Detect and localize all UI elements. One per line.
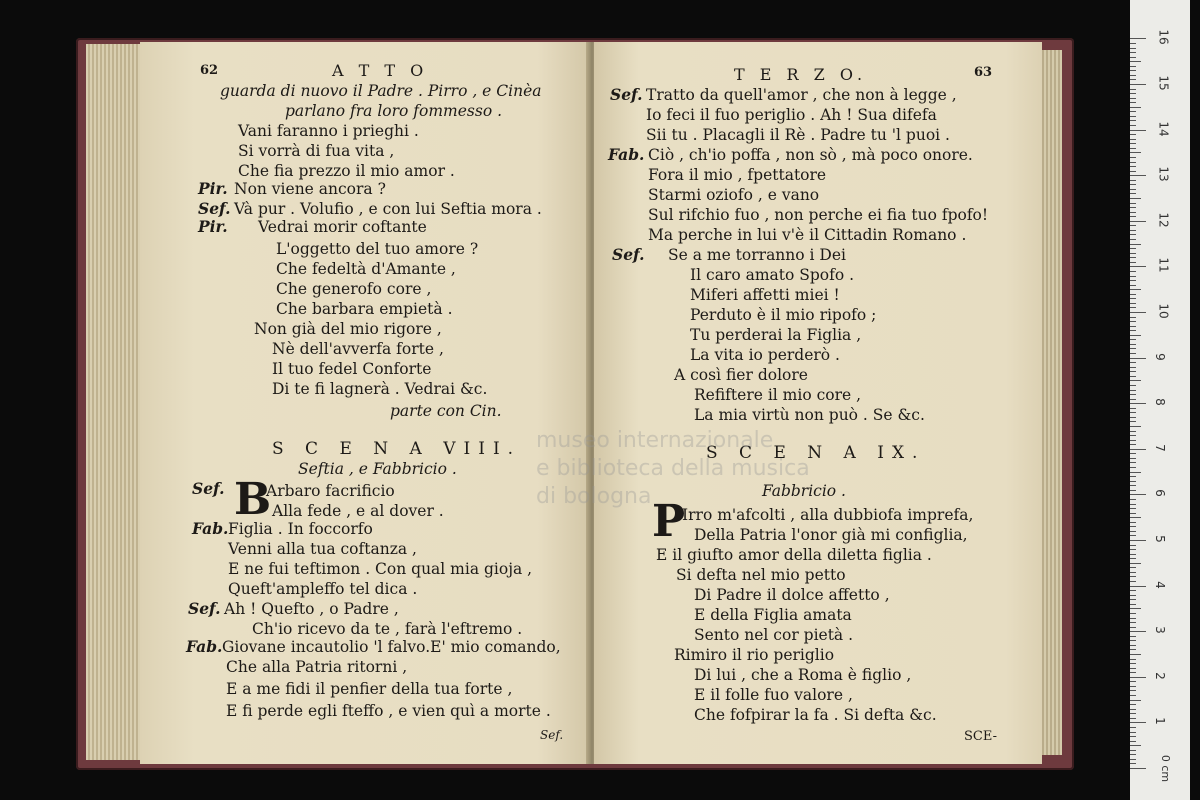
right-page: [594, 42, 1042, 764]
ruler-tick: [1130, 130, 1146, 131]
scene-characters: Seftia , e Fabbricio .: [298, 460, 457, 478]
ruler-tick: [1130, 225, 1136, 226]
stage-direction: guarda di nuovo il Padre . Pirro , e Cinèa: [220, 82, 542, 100]
verse-line: Tratto da quell'amor , che non à legge ,: [646, 86, 957, 104]
ruler-number: 3: [1152, 626, 1167, 635]
ruler-tick: [1130, 139, 1136, 140]
ruler-tick: [1130, 545, 1136, 546]
ruler-tick: [1130, 722, 1146, 723]
ruler-tick: [1130, 531, 1136, 532]
ruler-tick: [1130, 79, 1136, 80]
ruler-number: 5: [1152, 535, 1167, 543]
ruler-tick: [1130, 732, 1136, 733]
ruler-number: 15: [1156, 75, 1171, 91]
speaker-label: Fab.: [186, 637, 223, 656]
verse-line: La vita io perderò .: [690, 346, 840, 364]
verse-line: Che barbara empietà .: [276, 300, 453, 318]
ruler-tick: [1130, 239, 1136, 240]
speaker-label: Pir.: [198, 217, 228, 236]
ruler-tick: [1130, 198, 1141, 199]
ruler-tick: [1130, 713, 1136, 714]
ruler-tick: [1130, 522, 1136, 523]
verse-line: Io feci il fuo periglio . Ah ! Sua difefa: [646, 106, 937, 124]
ruler-tick: [1130, 440, 1136, 441]
ruler-tick: [1130, 727, 1136, 728]
ruler-tick: [1130, 326, 1136, 327]
verse-line: Il tuo fedel Conforte: [272, 360, 432, 378]
verse-line: Miferi affetti miei !: [690, 286, 840, 304]
ruler-tick: [1130, 426, 1141, 427]
ruler-tick: [1130, 586, 1146, 587]
scene-title: S C E N A IX.: [706, 443, 926, 463]
ruler-tick: [1130, 61, 1141, 62]
ruler-tick: [1130, 627, 1136, 628]
verse-line: La mia virtù non può . Se &c.: [694, 406, 925, 424]
ruler-tick: [1130, 412, 1136, 413]
ruler-tick: [1130, 376, 1136, 377]
ruler-number: 4: [1152, 580, 1167, 589]
ruler-tick: [1130, 622, 1136, 623]
ruler-tick: [1130, 70, 1136, 71]
ruler-tick: [1130, 367, 1136, 368]
ruler-tick: [1130, 467, 1136, 468]
ruler-number: 16: [1156, 29, 1171, 46]
ruler-tick: [1130, 741, 1136, 742]
ruler-tick: [1130, 654, 1141, 655]
speaker-label: Sef.: [188, 599, 221, 618]
ruler-tick: [1130, 481, 1136, 482]
ruler-number: 11: [1156, 257, 1171, 274]
ruler-tick: [1130, 171, 1136, 172]
ruler-tick: [1130, 608, 1141, 609]
ruler-tick: [1130, 485, 1136, 486]
ruler-tick: [1130, 143, 1136, 144]
speaker-label: Sef.: [612, 245, 645, 264]
ruler-tick: [1130, 271, 1136, 272]
ruler-tick: [1130, 517, 1141, 518]
ruler-tick: [1130, 362, 1136, 363]
ruler-tick: [1130, 212, 1136, 213]
ruler-tick: [1130, 84, 1146, 85]
verse-line: Tu perderai la Figlia ,: [690, 326, 862, 344]
verse-line: Nè dell'avverfa forte ,: [272, 340, 444, 358]
verse-line: Rimiro il rio periglio: [674, 646, 835, 664]
ruler-tick: [1130, 162, 1136, 163]
scene-characters: Fabbricio .: [762, 482, 846, 500]
ruler-tick: [1130, 48, 1136, 49]
verse-line: E il folle fuo valore ,: [694, 686, 853, 704]
ruler-tick: [1130, 399, 1136, 400]
ruler-tick: [1130, 490, 1136, 491]
ruler-tick: [1130, 504, 1136, 505]
ruler-tick: [1130, 508, 1136, 509]
ruler-tick: [1130, 763, 1136, 764]
verse-line: Alla fede , e al dover .: [272, 502, 444, 520]
ruler-tick: [1130, 681, 1136, 682]
ruler-tick: [1130, 613, 1136, 614]
ruler-tick: [1130, 344, 1136, 345]
speaker-label: Sef.: [610, 85, 643, 104]
verse-line: Il caro amato Spofo .: [690, 266, 855, 284]
ruler-tick: [1130, 449, 1146, 450]
ruler-tick: [1130, 690, 1136, 691]
stage-direction: parlano fra loro fommesso .: [285, 102, 503, 120]
verse-line: Vani faranno i prieghi .: [238, 122, 419, 140]
ruler-tick: [1130, 421, 1136, 422]
verse-line: Non già del mio rigore ,: [254, 320, 442, 338]
verse-line: Non viene ancora ?: [234, 180, 386, 198]
ruler-unit-label: 0 cm: [1159, 754, 1173, 783]
speaker-label: Sef.: [192, 479, 225, 498]
verse-line: Ciò , ch'io poffa , non sò , mà poco onore.: [648, 146, 973, 164]
verse-line: A così fier dolore: [674, 366, 808, 384]
ruler-tick: [1130, 43, 1136, 44]
ruler-number: 10: [1156, 303, 1171, 319]
ruler-tick: [1130, 303, 1136, 304]
ruler-tick: [1130, 339, 1136, 340]
verse-line: Venni alla tua coftanza ,: [228, 540, 417, 558]
verse-line: Sento nel cor pietà .: [694, 626, 854, 644]
verse-line: Di Padre il dolce affetto ,: [694, 586, 890, 604]
ruler-tick: [1130, 704, 1136, 705]
ruler-number: 1: [1152, 717, 1167, 726]
ruler-tick: [1130, 38, 1146, 39]
ruler-tick: [1130, 321, 1136, 322]
ruler-tick: [1130, 312, 1146, 313]
speaker-label: Fab.: [192, 519, 229, 538]
ruler-tick: [1130, 335, 1141, 336]
ruler-tick: [1130, 380, 1141, 381]
ruler-tick: [1130, 700, 1141, 701]
ruler-tick: [1130, 768, 1146, 769]
ruler-tick: [1130, 390, 1136, 391]
drop-cap: P: [652, 496, 686, 547]
ruler-number: 2: [1152, 671, 1167, 680]
ruler-tick: [1130, 431, 1136, 432]
verse-line: Fora il mio , fpettatore: [648, 166, 827, 184]
ruler-tick: [1130, 125, 1136, 126]
verse-line: Irro m'afcolti , alla dubbiofa imprefa,: [682, 506, 974, 524]
verse-line: Starmi oziofo , e vano: [648, 186, 820, 204]
verse-line: Se a me torranno i Dei: [668, 246, 846, 264]
ruler-tick: [1130, 289, 1141, 290]
ruler-tick: [1130, 590, 1136, 591]
verse-line: Và pur . Volufio , e con lui Seftia mora .: [234, 200, 542, 218]
ruler-tick: [1130, 203, 1136, 204]
ruler-tick: [1130, 166, 1136, 167]
ruler-tick: [1130, 718, 1136, 719]
verse-line: Di lui , che a Roma è figlio ,: [694, 666, 912, 684]
ruler-tick: [1130, 175, 1146, 176]
ruler-tick: [1130, 558, 1136, 559]
ruler-number: 12: [1156, 212, 1171, 228]
ruler-tick: [1130, 230, 1136, 231]
verse-line: Che fia prezzo il mio amor .: [238, 162, 455, 180]
ruler-tick: [1130, 403, 1146, 404]
ruler-tick: [1130, 754, 1136, 755]
watermark-line: e biblioteca della musica: [536, 456, 810, 481]
ruler-tick: [1130, 298, 1136, 299]
ruler-tick: [1130, 285, 1136, 286]
verse-line: Ah ! Quefto , o Padre ,: [224, 600, 399, 618]
ruler-tick: [1130, 57, 1136, 58]
ruler-tick: [1130, 348, 1136, 349]
ruler-tick: [1130, 476, 1136, 477]
ruler-tick: [1130, 98, 1136, 99]
ruler-tick: [1130, 257, 1136, 258]
ruler-tick: [1130, 595, 1136, 596]
ruler-tick: [1130, 307, 1136, 308]
ruler-tick: [1130, 244, 1141, 245]
verse-line: Vedrai morir coftante: [258, 218, 427, 236]
verse-line: Ch'io ricevo da te , farà l'eftremo .: [252, 620, 523, 638]
verse-line: E ne fui teftimon . Con qual mia gioja ,: [228, 560, 533, 578]
ruler-tick: [1130, 93, 1136, 94]
ruler-tick: [1130, 686, 1136, 687]
ruler-tick: [1130, 572, 1136, 573]
ruler-tick: [1130, 294, 1136, 295]
page-number: 63: [974, 65, 993, 80]
ruler-tick: [1130, 549, 1136, 550]
ruler-tick: [1130, 659, 1136, 660]
ruler-tick: [1130, 745, 1141, 746]
verse-line: Sul rifchio fuo , non perche ei fia tuo fpofo!: [648, 206, 989, 224]
ruler-tick: [1130, 618, 1136, 619]
running-head: A T T O: [332, 61, 429, 80]
ruler-tick: [1130, 330, 1136, 331]
ruler-tick: [1130, 408, 1136, 409]
verse-line: Si defta nel mio petto: [676, 566, 846, 584]
ruler-tick: [1130, 189, 1136, 190]
watermark-line: museo internazionale: [536, 428, 774, 453]
ruler-tick: [1130, 234, 1136, 235]
verse-line: Che fofpirar la fa . Si defta &c.: [694, 706, 937, 724]
ruler-tick: [1130, 371, 1136, 372]
running-head: T E R Z O.: [734, 65, 868, 84]
ruler-tick: [1130, 353, 1136, 354]
verse-line: E il giufto amor della diletta figlia .: [656, 546, 932, 564]
ruler-tick: [1130, 262, 1136, 263]
left-page: [140, 42, 592, 764]
ruler-tick: [1130, 52, 1136, 53]
ruler-tick: [1130, 180, 1136, 181]
verse-line: L'oggetto del tuo amore ?: [276, 240, 479, 258]
ruler-tick: [1130, 576, 1136, 577]
verse-line: Perduto è il mio ripofo ;: [690, 306, 877, 324]
verse-line: Che generofo core ,: [276, 280, 432, 298]
ruler-tick: [1130, 458, 1136, 459]
ruler-tick: [1130, 563, 1141, 564]
verse-line: Giovane incautolio 'l falvo.E' mio comando,: [222, 638, 561, 656]
ruler-number: 14: [1156, 120, 1171, 137]
ruler-tick: [1130, 444, 1136, 445]
ruler-tick: [1130, 193, 1136, 194]
verse-line: Della Patria l'onor già mi configlia,: [694, 526, 968, 544]
ruler-tick: [1130, 663, 1136, 664]
ruler-tick: [1130, 152, 1141, 153]
ruler-tick: [1130, 472, 1141, 473]
ruler-tick: [1130, 540, 1146, 541]
ruler-tick: [1130, 221, 1146, 222]
verse-line: Che fedeltà d'Amante ,: [276, 260, 456, 278]
ruler-tick: [1130, 435, 1136, 436]
ruler-tick: [1130, 494, 1146, 495]
speaker-label: Pir.: [198, 179, 228, 198]
ruler-number: 7: [1152, 443, 1167, 452]
ruler-tick: [1130, 157, 1136, 158]
ruler-tick: [1130, 695, 1136, 696]
ruler-tick: [1130, 75, 1136, 76]
ruler-tick: [1130, 649, 1136, 650]
ruler-tick: [1130, 207, 1136, 208]
ruler-tick: [1130, 89, 1136, 90]
verse-line: Sii tu . Placagli il Rè . Padre tu 'l puoi .: [646, 126, 950, 144]
verse-line: Di te fi lagnerà . Vedrai &c.: [272, 380, 488, 398]
ruler-tick: [1130, 677, 1146, 678]
ruler-tick: [1130, 581, 1136, 582]
verse-line: Refiftere il mio core ,: [694, 386, 862, 404]
ruler-tick: [1130, 462, 1136, 463]
ruler-tick: [1130, 645, 1136, 646]
page-edges-left: [86, 44, 146, 760]
ruler-tick: [1130, 554, 1136, 555]
ruler-number: 6: [1152, 489, 1167, 498]
ruler-tick: [1130, 672, 1136, 673]
ruler-tick: [1130, 102, 1136, 103]
ruler-tick: [1130, 253, 1136, 254]
catchword: Sef.: [540, 728, 564, 742]
ruler-tick: [1130, 266, 1146, 267]
scene-title: S C E N A VIII.: [272, 439, 522, 459]
ruler-number: 13: [1156, 166, 1171, 182]
ruler-tick: [1130, 750, 1136, 751]
ruler-tick: [1130, 66, 1136, 67]
verse-line: Arbaro facrificio: [266, 482, 395, 500]
speaker-label: Fab.: [608, 145, 645, 164]
ruler-tick: [1130, 567, 1136, 568]
ruler-tick: [1130, 216, 1136, 217]
ruler-tick: [1130, 526, 1136, 527]
ruler-tick: [1130, 513, 1136, 514]
stage-direction: parte con Cin.: [390, 402, 502, 420]
ruler-tick: [1130, 631, 1146, 632]
ruler-tick: [1130, 599, 1136, 600]
verse-line: Ma perche in lui v'è il Cittadin Romano .: [648, 226, 967, 244]
ruler-tick: [1130, 280, 1136, 281]
ruler-tick: [1130, 604, 1136, 605]
ruler-number: 8: [1152, 398, 1167, 407]
ruler-tick: [1130, 134, 1136, 135]
speaker-label: Sef.: [198, 199, 231, 218]
ruler-tick: [1130, 116, 1136, 117]
ruler-tick: [1130, 709, 1136, 710]
drop-cap: B: [234, 474, 272, 525]
ruler-tick: [1130, 759, 1136, 760]
ruler-tick: [1130, 453, 1136, 454]
ruler-tick: [1130, 120, 1136, 121]
ruler-tick: [1130, 107, 1141, 108]
verse-line: Queft'ampleffo tel dica .: [228, 580, 418, 598]
ruler-tick: [1130, 499, 1136, 500]
ruler-tick: [1130, 535, 1136, 536]
verse-line: Figlia . In foccorfo: [228, 520, 373, 538]
verse-line: E fi perde egli fteffo , e vien quì a morte .: [226, 702, 551, 720]
ruler-tick: [1130, 317, 1136, 318]
ruler-tick: [1130, 417, 1136, 418]
ruler-tick: [1130, 358, 1146, 359]
measurement-ruler: [1130, 0, 1190, 800]
ruler-tick: [1130, 184, 1136, 185]
ruler-tick: [1130, 148, 1136, 149]
ruler-tick: [1130, 276, 1136, 277]
ruler-number: 9: [1152, 352, 1167, 361]
watermark-line: di bologna: [536, 484, 652, 509]
ruler-tick: [1130, 640, 1136, 641]
ruler-tick: [1130, 111, 1136, 112]
ruler-tick: [1130, 736, 1136, 737]
ruler-tick: [1130, 636, 1136, 637]
verse-line: Si vorrà di fua vita ,: [238, 142, 395, 160]
page-number: 62: [200, 63, 219, 78]
ruler-tick: [1130, 394, 1136, 395]
page-edges-right: [1040, 50, 1062, 755]
verse-line: E della Figlia amata: [694, 606, 852, 624]
ruler-tick: [1130, 385, 1136, 386]
ruler-tick: [1130, 668, 1136, 669]
catchword: SCE-: [964, 729, 997, 744]
verse-line: E a me fidi il penfier della tua forte ,: [226, 680, 513, 698]
ruler-tick: [1130, 248, 1136, 249]
verse-line: Che alla Patria ritorni ,: [226, 658, 408, 676]
